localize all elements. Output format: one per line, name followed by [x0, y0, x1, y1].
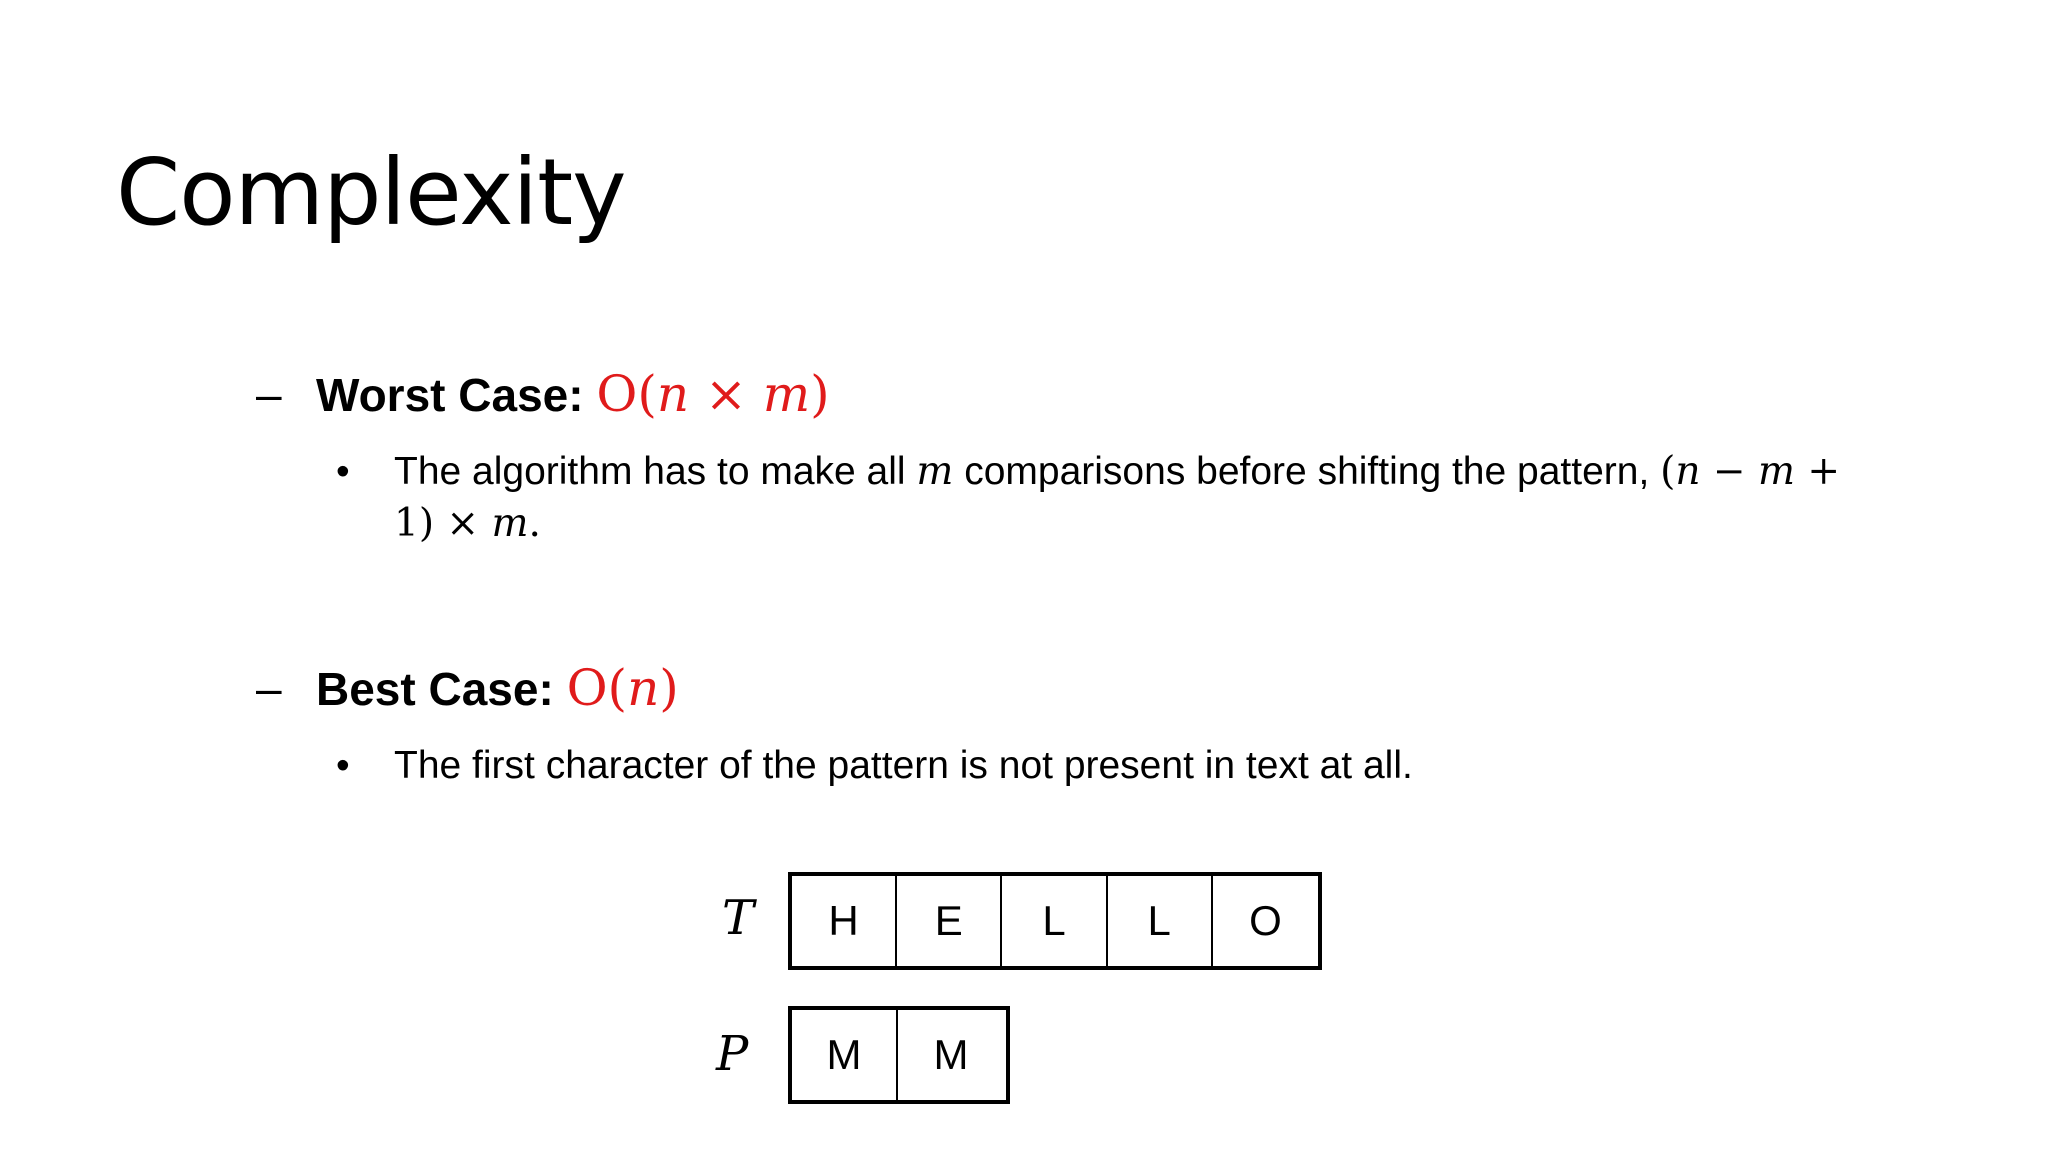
array-cell: H	[792, 876, 897, 966]
worst-case-complexity	[596, 365, 829, 423]
worst-case-text	[316, 366, 830, 423]
array-cell: M	[933, 1031, 969, 1078]
var-n: n	[656, 365, 690, 423]
expr-part: −	[1700, 449, 1758, 494]
bullet-dot: •	[336, 450, 350, 493]
worst-case-description	[394, 446, 1914, 550]
big-o: O(	[596, 365, 657, 423]
best-case-label: Best Case:	[316, 663, 554, 715]
expr-part: 1) ×	[394, 501, 492, 546]
array-cell: O	[1249, 897, 1282, 944]
text-array	[788, 872, 1322, 970]
expr-var-m: m	[491, 501, 529, 546]
expr-part: (	[1660, 449, 1676, 494]
times-sign: ×	[689, 365, 763, 423]
worst-case-label: Worst Case:	[316, 369, 584, 421]
best-case-description: The first character of the pattern is not present in text at all.	[394, 744, 1413, 787]
desc-part: The algorithm has to make all	[394, 450, 917, 493]
worst-case-dash: –	[256, 368, 282, 420]
var-n: n	[627, 659, 660, 717]
slide-title: Complexity	[116, 139, 626, 246]
bullet-dot: •	[336, 744, 350, 787]
array-cell: M	[792, 1010, 898, 1100]
desc-part: comparisons before shifting the pattern,	[953, 450, 1661, 493]
array-cell: L	[1002, 876, 1107, 966]
expr-var-n: n	[1675, 449, 1701, 494]
text-array-label: T	[722, 890, 755, 946]
best-case-text	[316, 660, 679, 717]
expr-part: +	[1794, 449, 1841, 494]
pattern-array	[788, 1006, 1010, 1104]
best-case-complexity	[567, 659, 679, 717]
desc-var-m: m	[916, 449, 954, 494]
close-paren: )	[659, 659, 679, 717]
var-m: m	[762, 365, 811, 423]
big-o: O(	[566, 659, 628, 717]
array-cell: L	[1108, 876, 1213, 966]
expr-var-m: m	[1757, 449, 1795, 494]
pattern-array-label: P	[716, 1026, 749, 1082]
array-cell: E	[897, 876, 1002, 966]
best-case-dash: –	[256, 662, 282, 714]
expr-part: .	[528, 501, 541, 546]
close-paren: )	[810, 365, 830, 423]
